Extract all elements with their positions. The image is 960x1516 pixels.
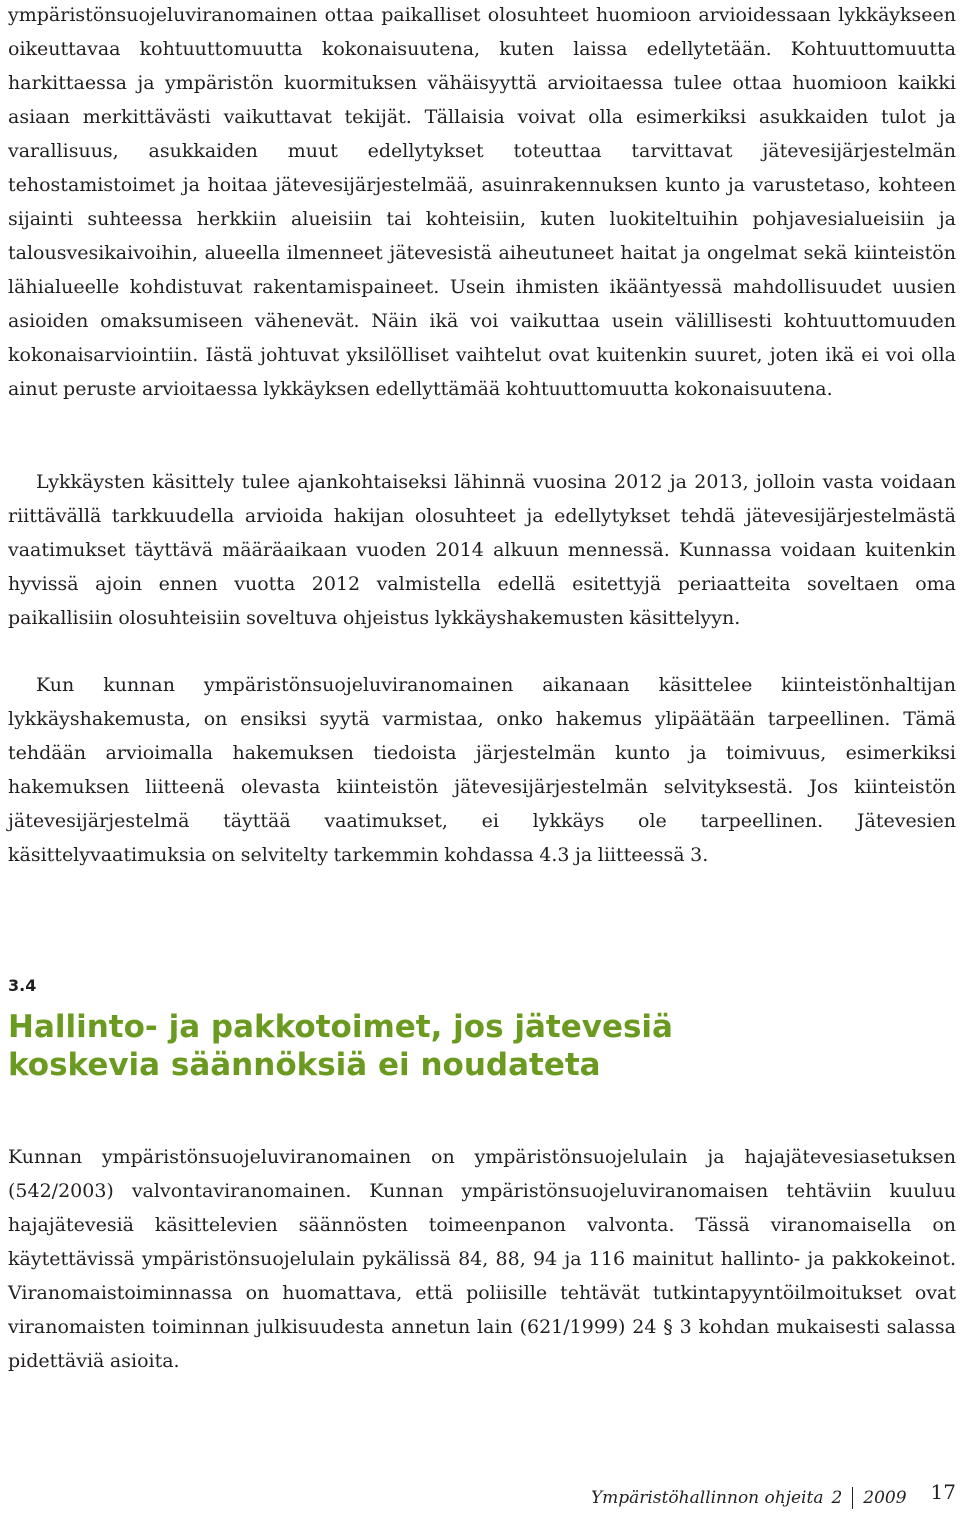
- body-paragraph-2: Lykkäysten käsittely tulee ajankohtaiseksi lähinnä vuosina 2012 ja 2013, jolloin vasta voidaan riittävällä tarkkuudella arvioida hakijan olosuhteet ja edellytykset tehdä jätevesijärjestelmästä vaatimukset täyttävä määräaikaan vuoden 2014 alkuun mennessä. Kunnassa voidaan kuitenkin hyvissä ajoin ennen vuotta 2012 valmistella edellä esitettyjä periaatteita soveltaen oma paikallisiin olosuhteisiin soveltuva ohjeistus lykkäyshakemusten käsittelyyn.: [8, 471, 956, 629]
- page-footer: [591, 1480, 956, 1516]
- section-heading: Hallinto- ja pakkotoimet, jos jätevesiä koskevia säännöksiä ei noudateta: [8, 1009, 673, 1083]
- footer-divider: [852, 1487, 853, 1509]
- section-number: 3.4: [8, 976, 37, 995]
- footer-issue-number: 2: [831, 1488, 843, 1508]
- body-paragraph-4: Kunnan ympäristönsuojeluviranomainen on ympäristönsuojelulain ja hajajätevesiasetuksen (542/2003) valvontaviranomainen. Kunnan ympäristönsuojeluviranomaisen tehtäviin kuuluu hajajätevesiä käsittelevien säännösten toimeenpanon valvonta. Tässä viranomaisella on käytettävissä ympäristönsuojelulain pykälissä 84, 88, 94 ja 116 mainitut hallinto- ja pakkokeinot. Viranomaistoiminnassa on huomattava, että poliisille tehtävät tutkintapyyntöilmoitukset ovat viranomaisten toiminnan julkisuudesta annetun lain (621/1999) 24 § 3 kohdan mukaisesti salassa pidettäviä asioita.: [8, 1146, 956, 1372]
- footer-publication: Ympäristöhallinnon ohjeita: [590, 1488, 824, 1508]
- page-number: 17: [930, 1480, 956, 1504]
- body-paragraph-1: ympäristönsuojeluviranomainen ottaa paikalliset olosuhteet huomioon arvioidessaan lykkäykseen oikeuttavaa kohtuuttomuutta kokonaisuutena, kuten laissa edellytetään. Kohtuuttomuutta harkittaessa ja ympäristön kuormituksen vähäisyyttä arvioitaessa tulee ottaa huomioon kaikki asiaan merkittävästi vaikuttavat tekijät. Tällaisia voivat olla esimerkiksi asukkaiden tulot ja varallisuus, asukkaiden muut edellytykset toteuttaa tarvittavat jätevesijärjestelmän tehostamistoimet ja hoitaa jätevesijärjestelmää, asuinrakennuksen kunto ja varustetaso, kohteen sijainti suhteessa herkkiin alueisiin tai kohteisiin, kuten luokiteltuihin pohjavesialueisiin ja talousvesikaivoihin, alueella ilmenneet jätevesistä aiheutuneet haitat ja ongelmat sekä kiinteistön lähialueelle kohdistuvat rakentamispaineet. Usein ihmisten ikääntyessä mahdollisuudet uusien asioiden omaksumiseen vähenevät. Näin ikä voi vaikuttaa usein välillisesti kohtuuttomuuden kokonaisarviointiin. Iästä johtuvat yksilölliset vaihtelut ovat kuitenkin suuret, joten ikä ei voi olla ainut peruste arvioitaessa lykkäyksen edellyttämää kohtuuttomuutta kokonaisuutena.: [8, 4, 956, 400]
- footer-year: 2009: [863, 1488, 907, 1508]
- document-page: [8, 0, 956, 1516]
- body-paragraph-3: Kun kunnan ympäristönsuojeluviranomainen aikanaan käsittelee kiinteistönhaltijan lykkäyshakemusta, on ensiksi syytä varmistaa, onko hakemus ylipäätään tarpeellinen. Tämä tehdään arvioimalla hakemuksen tiedoista järjestelmän kunto ja toimivuus, esimerkiksi hakemuksen liitteenä olevasta kiinteistön jätevesijärjestelmän selvityksestä. Jos kiinteistön jätevesijärjestelmä täyttää vaatimukset, ei lykkäys ole tarpeellinen. Jätevesien käsittelyvaatimuksia on selvitelty tarkemmin kohdassa 4.3 ja liitteessä 3.: [8, 674, 956, 866]
